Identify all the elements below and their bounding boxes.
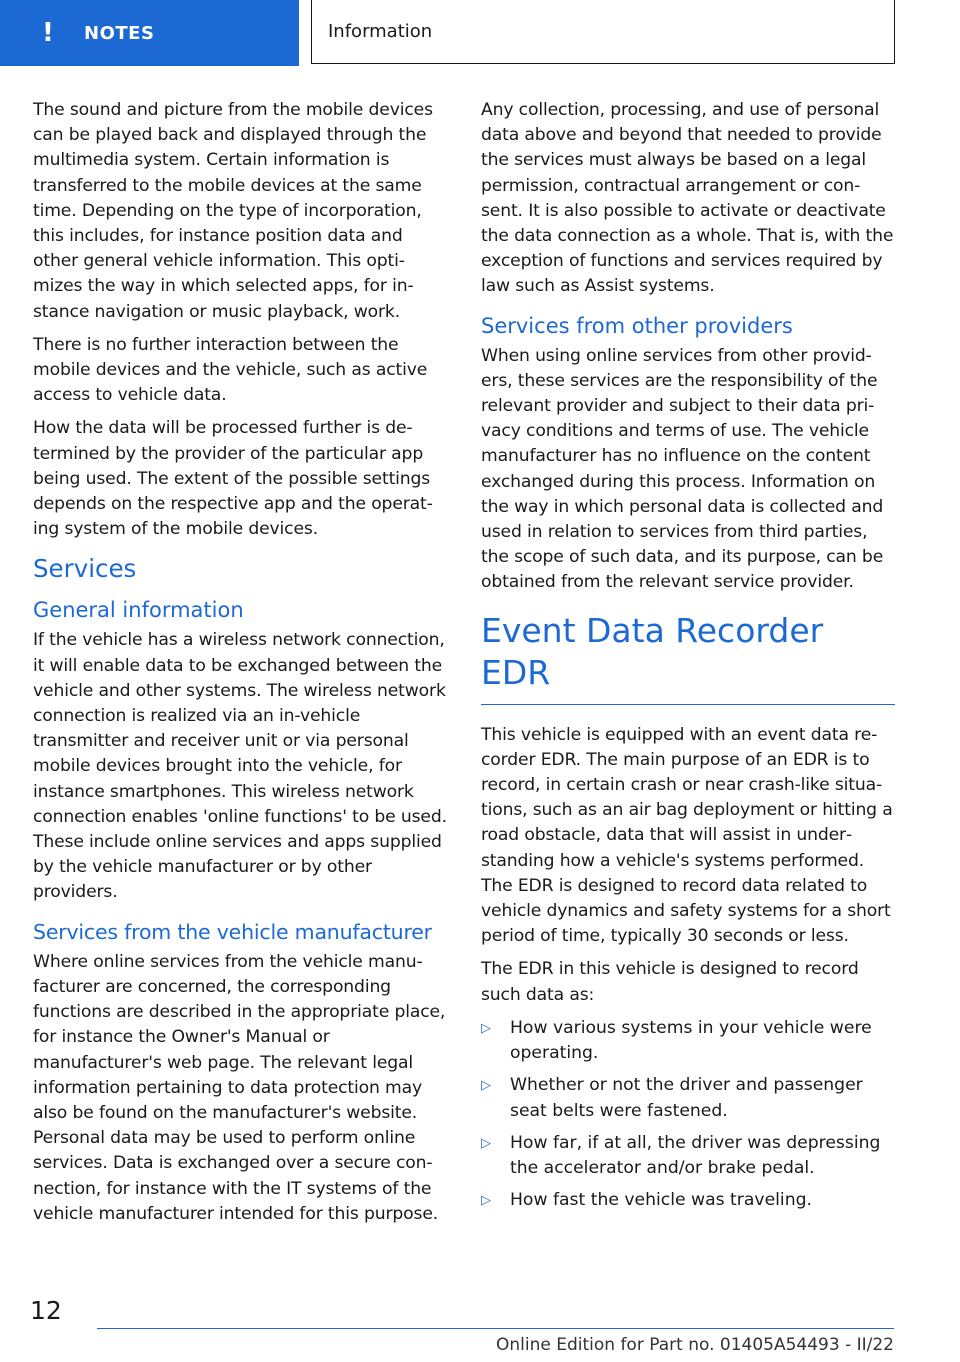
- triangle-bullet-icon: ▷: [481, 1020, 491, 1036]
- triangle-bullet-icon: ▷: [481, 1193, 491, 1209]
- paragraph: When using online services from other providers, these services are the responsibility of the relevant provider and subject to their data privacy conditions and terms of use. The vehicle manufacturer has no influence on the content exchanged during this process. Information on the way in which personal data is collected and used in relation to services from third parties, the scope of such data, and its purpose, can be obtained from the relevant service provider.: [481, 345, 884, 593]
- paragraph: If the vehicle has a wireless network connection, it will enable data to be exchanged between the vehicle and other systems. The wireless network connection is realized via an in-vehicle transmitter and receiver unit or via personal mobile devices brought into the vehicle, for instance smartphones. This wireless network connection enables 'online functions' to be used. These include online services and apps supplied by the vehicle manufacturer or by other providers.: [33, 630, 447, 903]
- list-item: ▷ How far, if at all, the driver was depressing the accelerator and/or brake pedal.: [481, 1131, 895, 1181]
- heading-services-other-providers: Services from other providers: [481, 313, 793, 338]
- paragraph: There is no further interaction between the mobile devices and the vehicle, such as active access to vehicle data.: [33, 334, 428, 406]
- triangle-bullet-icon: ▷: [481, 1135, 491, 1151]
- heading-general-information: General information: [33, 598, 244, 623]
- right-column: [481, 98, 895, 1220]
- list-item: ▷ How fast the vehicle was traveling.: [481, 1188, 895, 1213]
- triangle-bullet-icon: ▷: [481, 1078, 491, 1094]
- paragraph: This vehicle is equipped with an event data recorder EDR. The main purpose of an EDR is to record, in certain crash or near crash-like situations, such as an air bag deployment or hitting a road obstacle, data that will assist in understanding how a vehicle's systems performed. The EDR is designed to record data related to vehicle dynamics and safety systems for a short period of time, typically 30 seconds or less.: [481, 724, 893, 947]
- chapter-label: NOTES: [84, 22, 155, 44]
- paragraph: The sound and picture from the mobile devices can be played back and displayed through the multimedia system. Certain information is transferred to the mobile devices at the same time. Depending on the type of incorporation, this includes, for instance position data and other general vehicle information. This optimizes the way in which selected apps, for instance navigation or music playback, work.: [33, 100, 433, 322]
- page-number: 12: [30, 1296, 62, 1325]
- edr-data-list: [481, 1016, 895, 1213]
- edition-text: Online Edition for Part no. 01405A54493 - II/22: [495, 1335, 894, 1355]
- heading-services-vehicle-manufacturer: Services from the vehicle manufacturer: [33, 919, 432, 944]
- section-header: [311, 0, 895, 64]
- heading-event-data-recorder: Event Data Recorder EDR: [481, 610, 895, 705]
- paragraph: The EDR in this vehicle is designed to record such data as:: [481, 959, 859, 1005]
- list-item: ▷ How various systems in your vehicle were operating.: [481, 1016, 895, 1066]
- paragraph: How the data will be processed further is determined by the provider of the particular app being used. The extent of the possible settings depends on the respective app and the operating system of the mobile devices.: [33, 418, 433, 540]
- paragraph: Any collection, processing, and use of personal data above and beyond that needed to provide the services must always be based on a legal permission, contractual arrangement or consent. It is also possible to activate or deactivate the data connection as a whole. That is, with the exception of functions and services required by law such as Assist systems.: [481, 100, 894, 297]
- section-label: Information: [328, 21, 433, 42]
- paragraph: Where online services from the vehicle manufacturer are concerned, the corresponding functions are described in the appropriate place, for instance the Owner's Manual or manufacturer's web page. The relevant legal information pertaining to data protection may also be found on the manufacturer's website. Personal data may be used to perform online services. Data is exchanged over a secure connection, for instance with the IT systems of the vehicle manufacturer intended for this purpose.: [33, 951, 446, 1224]
- heading-services: Services: [33, 554, 137, 584]
- left-column: [33, 98, 448, 1235]
- footer-divider: [97, 1328, 894, 1329]
- list-item: ▷ Whether or not the driver and passenger seat belts were fastened.: [481, 1073, 895, 1123]
- chapter-tab: [0, 0, 299, 66]
- warning-exclamation-icon: !: [42, 18, 54, 48]
